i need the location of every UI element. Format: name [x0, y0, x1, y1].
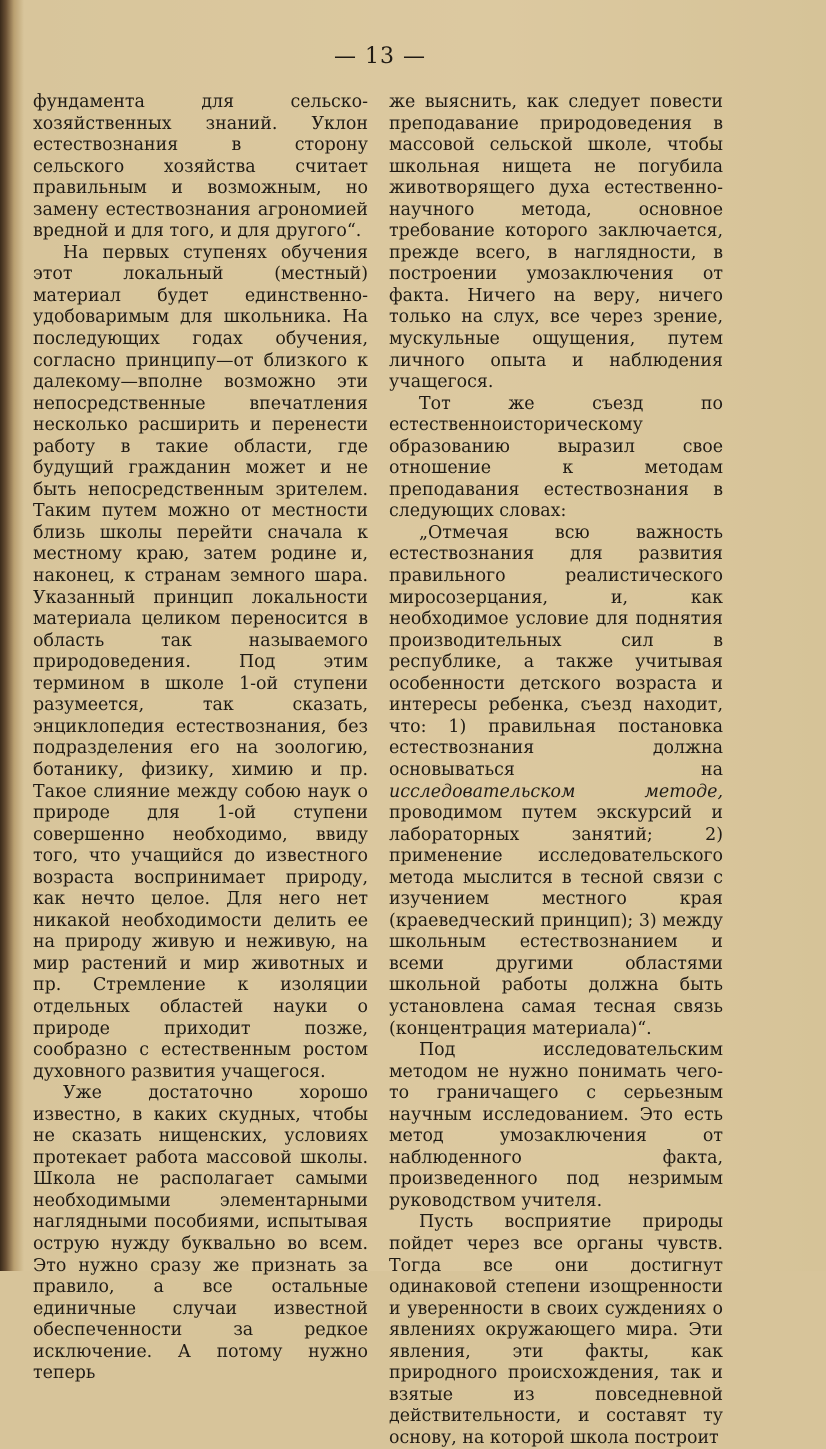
paragraph: Уже достаточно хорошо известно, в каких скудных, чтобы не сказать нищенских, условиях протекает работа массовой школы. Школа не располагает самыми необходимыми элементарными наглядными пособиями, испытывая острую нужду буквально во всем. Это нужно сразу же признать за правило, а все остальные единичные случаи известной обеспеченности за редкое исключение. А потому нужно теперь: [33, 1083, 368, 1384]
right-column: [389, 92, 723, 1449]
paragraph: Под исследовательским методом не нужно понимать чего-то граничащего с серьезным научным исследованием. Это есть метод умозаключения от наблюденного факта, произведенного под незримым руководством учителя.: [389, 1040, 723, 1211]
page-number: — 13 —: [334, 44, 426, 69]
quote-italic-term: исследовательском методе,: [389, 781, 723, 802]
paragraph: Пусть восприятие природы пойдет через все органы чувств. Тогда все они достигнут одинаковой степени изощренности и уверенности в своих суждениях о явлениях окружающего мира. Эти явления, эти факты, как природного происхождения, так и взятые из повседневной действительности, и составят ту основу, на которой школа построит: [389, 1212, 723, 1448]
paragraph: Тот же съезд по естественноисторическому образованию выразил свое отношение к методам преподавания естествознания в следующих словах:: [389, 393, 723, 522]
paragraph: На первых ступенях обучения этот локальный (местный) материал будет единственно-удобоваримым для школьника. На последующих годах обучения, согласно принципу—от близкого к далекому—вполне возможно эти непосредственные впечатления несколько расширить и перенести работу в такие области, где будущий гражданин может и не быть непосредственным зрителем. Таким путем можно от местности близь школы перейти сначала к местному краю, затем родине и, наконец, к странам земного шара. Указанный принцип локальности материала целиком переносится в область так называемого природоведения. Под этим термином в школе 1-ой ступени разумеется, так сказать, энциклопедия естествознания, без подразделения его на зоологию, ботанику, физику, химию и пр. Такое слияние между собою наук о природе для 1-ой ступени совершенно необходимо, ввиду того, что учащийся до известного возраста воспринимает природу, как нечто целое. Для него нет никакой необходимости делить ее на природу живую и неживую, на мир растений и мир животных и пр. Стремление к изоляции отдельных областей науки о природе приходит позже, сообразно с естественным ростом духовного развития учащегося.: [33, 242, 368, 1082]
paragraph: фундамента для сельско-хозяйственных знаний. Уклон естествознания в сторону сельского хозяйства считает правильным и возможным, но замену естествознания агрономией вредной и для того, и для другого“.: [33, 92, 368, 242]
quote-text-start: „Отмечая всю важность естествознания для развития правильного реалистического миросозерцания, и, как необходимое условие для поднятия производительных сил в республике, а также учитывая особенности детского возраста и интересы ребенка, съезд находит, что: 1) правильная постановка естествознания должна основываться на: [389, 522, 723, 780]
left-column: [33, 92, 368, 1385]
paragraph: же выяснить, как следует повести преподавание природоведения в массовой сельской школе, чтобы школьная нищета не погубила животворящего духа естественно-научного метода, основное требование которого заключается, прежде всего, в наглядности, в построении умозаключения от факта. Ничего на веру, ничего только на слух, все через зрение, мускульные ощущения, путем личного опыта и наблюдения учащегося.: [389, 92, 723, 393]
quote-text-end: проводимом путем экскурсий и лабораторных занятий; 2) применение исследовательского метода мыслится в тесной связи с изучением местного края (краеведческий принцип); 3) между школьным естествознанием и всеми другими областями школьной работы должна быть установлена самая тесная связь (концентрация материала)“.: [389, 803, 723, 1039]
quotation-paragraph: [389, 523, 723, 1040]
